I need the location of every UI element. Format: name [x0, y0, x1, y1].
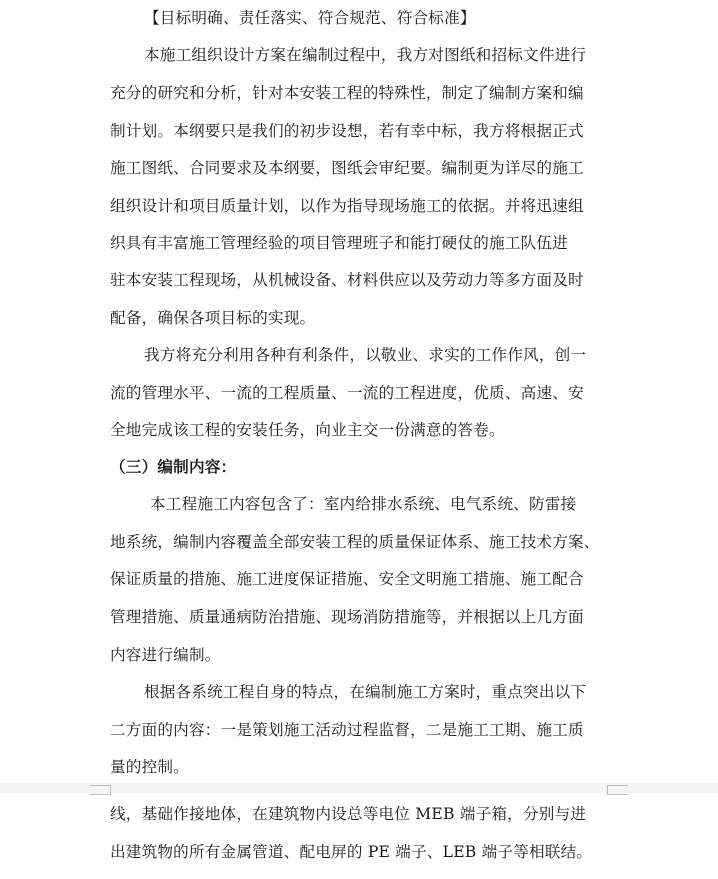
text-line: 地系统，编制内容覆盖全部安装工程的质量保证体系、施工技术方案、: [110, 533, 600, 551]
text-line: 保证质量的措施、施工进度保证措施、安全文明施工措施、施工配合: [110, 570, 584, 588]
section-heading: （三）编制内容：: [110, 457, 237, 476]
text-line: 织具有丰富施工管理经验的项目管理班子和能打硬仗的施工队伍进: [110, 234, 569, 252]
text-line: 组织设计和项目质量计划，以作为指导现场施工的依据。并将迅速组: [110, 197, 584, 215]
text-line: 量的控制。: [110, 758, 189, 776]
page-corner-marker: [90, 785, 111, 795]
page-corner-marker: [607, 785, 628, 795]
text-line: 管理措施、质量通病防治措施、现场消防措施等，并根据以上几方面: [110, 608, 584, 626]
text-line: 内容进行编制。: [110, 646, 221, 664]
text-line: 全地完成该工程的安装任务，向业主交一份满意的答卷。: [110, 421, 505, 439]
text-line: 本工程施工内容包含了：室内给排水系统、电气系统、防雷接: [150, 495, 577, 513]
text-line: 流的管理水平、一流的工程质量、一流的工程进度，优质、高速、安: [110, 384, 584, 402]
text-line: 充分的研究和分析，针对本安装工程的特殊性，制定了编制方案和编: [110, 84, 584, 102]
text-line-title: 【目标明确、责任落实、符合规范、符合标准】: [144, 9, 476, 27]
text-line: 我方将充分利用各种有利条件，以敬业、求实的工作作风，创一: [144, 346, 587, 364]
text-line: 根据各系统工程自身的特点，在编制施工方案时，重点突出以下: [144, 683, 587, 701]
text-line: 配备，确保各项目标的实现。: [110, 309, 316, 327]
text-line: 线，基础作接地体，在建筑物内设总等电位 MEB 端子箱，分别与进: [110, 805, 587, 823]
text-line: 施工图纸、合同要求及本纲要，图纸会审纪要。编制更为详尽的施工: [110, 159, 584, 177]
text-line: 制计划。本纲要只是我们的初步设想，若有幸中标，我方将根据正式: [110, 122, 584, 140]
text-line: 二方面的内容：一是策划施工活动过程监督，二是施工工期、施工质: [110, 721, 584, 739]
text-line: 驻本安装工程现场，从机械设备、材料供应以及劳动力等多方面及时: [110, 271, 584, 289]
text-line: 本施工组织设计方案在编制过程中，我方对图纸和招标文件进行: [144, 46, 587, 64]
text-line: 出建筑物的所有金属管道、配电屏的 PE 端子、LEB 端子等相联结。: [110, 843, 593, 861]
